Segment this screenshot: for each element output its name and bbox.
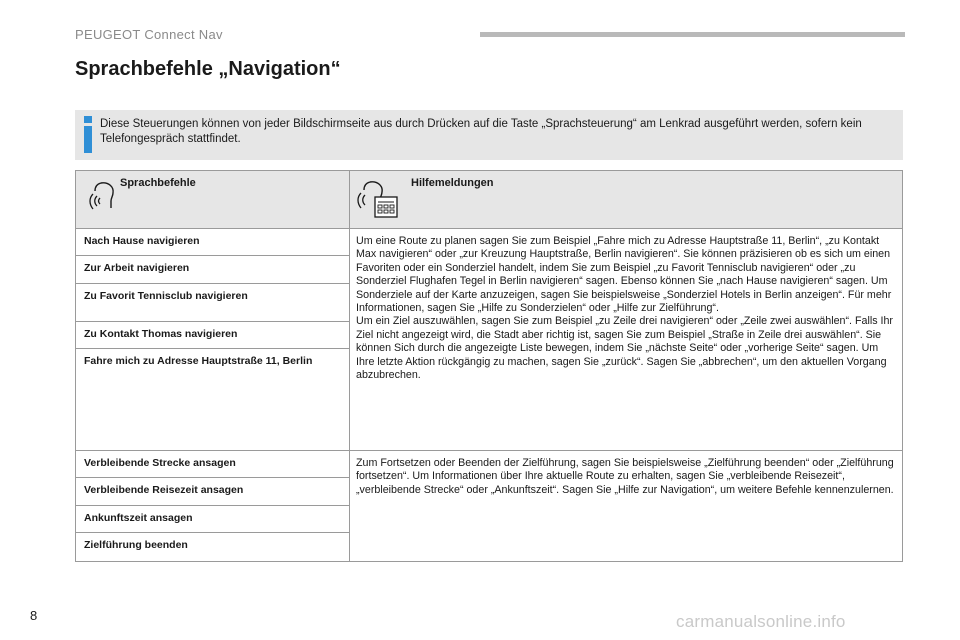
page-title: Sprachbefehle „Navigation“: [75, 58, 341, 80]
voice-commands-table: [75, 170, 903, 562]
header-divider-bar: [480, 32, 905, 37]
command-label: Ankunftszeit ansagen: [84, 512, 193, 524]
command-label: Zu Kontakt Thomas navigieren: [84, 328, 238, 340]
help-text: Um eine Route zu planen sagen Sie zum Beispiel „Fahre mich zu Adresse Hauptstraße 11, Berlin“, „zu Kontakt Max navigieren“ oder „zur Kreuzung Hauptstraße, Berlin navigieren“. Sie können präzisieren ob es sich um einen Favoriten oder ein Sonderziel handelt, indem Sie zum Beispiel „zu Favorit Tennisclub navigieren“ oder „zu Sonderziel Flughafen Tegel in Berlin navigieren“ sagen. Ebenso können Sie „nach Hause navigieren“ sagen. Um Sonderziele auf der Karte anzuzeigen, sagen Sie beispielsweise „Sonderziel Hotels in Berlin anzeigen“. Für mehr Informationen, sagen Sie „Hilfe zu Sonderzielen“ oder „Hilfe zur Zielführung“. Um ein Ziel auszuwählen, sagen Sie zum Beispiel „zu Zeile drei navigieren“ oder „Zeile zwei auswählen“. Falls Ihr Ziel nicht angezeigt wird, die Stadt aber richtig ist, sagen Sie zum Beispiel „Straße in Zeile drei auswählen“. Sie können Sich durch die angezeigte Liste bewegen, indem Sie „nächste Seite“ oder „vorherige Seite“ sagen. Um Ihre letzte Aktion rückgängig zu machen, sagen Sie „zurück“. Sagen Sie „abbrechen“, um den aktuellen Vorgang abzubrechen.: [356, 235, 893, 382]
table-row: [76, 256, 349, 284]
command-label: Verbleibende Strecke ansagen: [84, 457, 236, 469]
command-label: Nach Hause navigieren: [84, 235, 200, 247]
page-number: 8: [30, 608, 38, 623]
column-header-commands: Sprachbefehle: [120, 177, 196, 189]
table-row: [76, 322, 349, 349]
help-cell: [350, 451, 902, 561]
header-column-divider: [349, 171, 350, 229]
info-icon: [84, 116, 92, 154]
table-row: [76, 349, 349, 450]
info-text: Diese Steuerungen können von jeder Bildschirmseite aus durch Drücken auf die Taste „Sprachsteuerung“ am Lenkrad ausgeführt werden, sofern kein Telefongespräch stattfindet.: [100, 118, 862, 145]
table-row: [76, 506, 349, 533]
command-label: Verbleibende Reisezeit ansagen: [84, 484, 244, 496]
table-row: [76, 229, 349, 256]
table-header: [76, 171, 902, 229]
help-message-icon: [356, 179, 402, 223]
manual-header-label: PEUGEOT Connect Nav: [75, 27, 223, 42]
command-label: Zielführung beenden: [84, 539, 188, 551]
command-label: Zu Favorit Tennisclub navigieren: [84, 290, 248, 302]
watermark: carmanualsonline.info: [676, 612, 846, 631]
table-row: [76, 478, 349, 506]
column-header-help: Hilfemeldungen: [411, 177, 494, 189]
table-row: [76, 533, 349, 561]
help-cell: [350, 229, 902, 450]
help-text: Zum Fortsetzen oder Beenden der Zielführung, sagen Sie beispielsweise „Zielführung beenden“ oder „Zielführung fortsetzen“. Um Informationen über Ihre aktuelle Route zu erhalten, sagen Sie „verbleibende Reisezeit“, „verbleibende Strecke“ oder „Ankunftszeit“. Sagen Sie „Hilfe zur Navigation“, um weitere Befehle kennenzulernen.: [356, 457, 894, 496]
table-row: [76, 451, 349, 478]
command-label: Zur Arbeit navigieren: [84, 262, 190, 274]
command-label: Fahre mich zu Adresse Hauptstraße 11, Berlin: [84, 355, 313, 367]
voice-command-icon: [88, 179, 118, 213]
info-box: [75, 110, 903, 160]
table-row: [76, 284, 349, 322]
